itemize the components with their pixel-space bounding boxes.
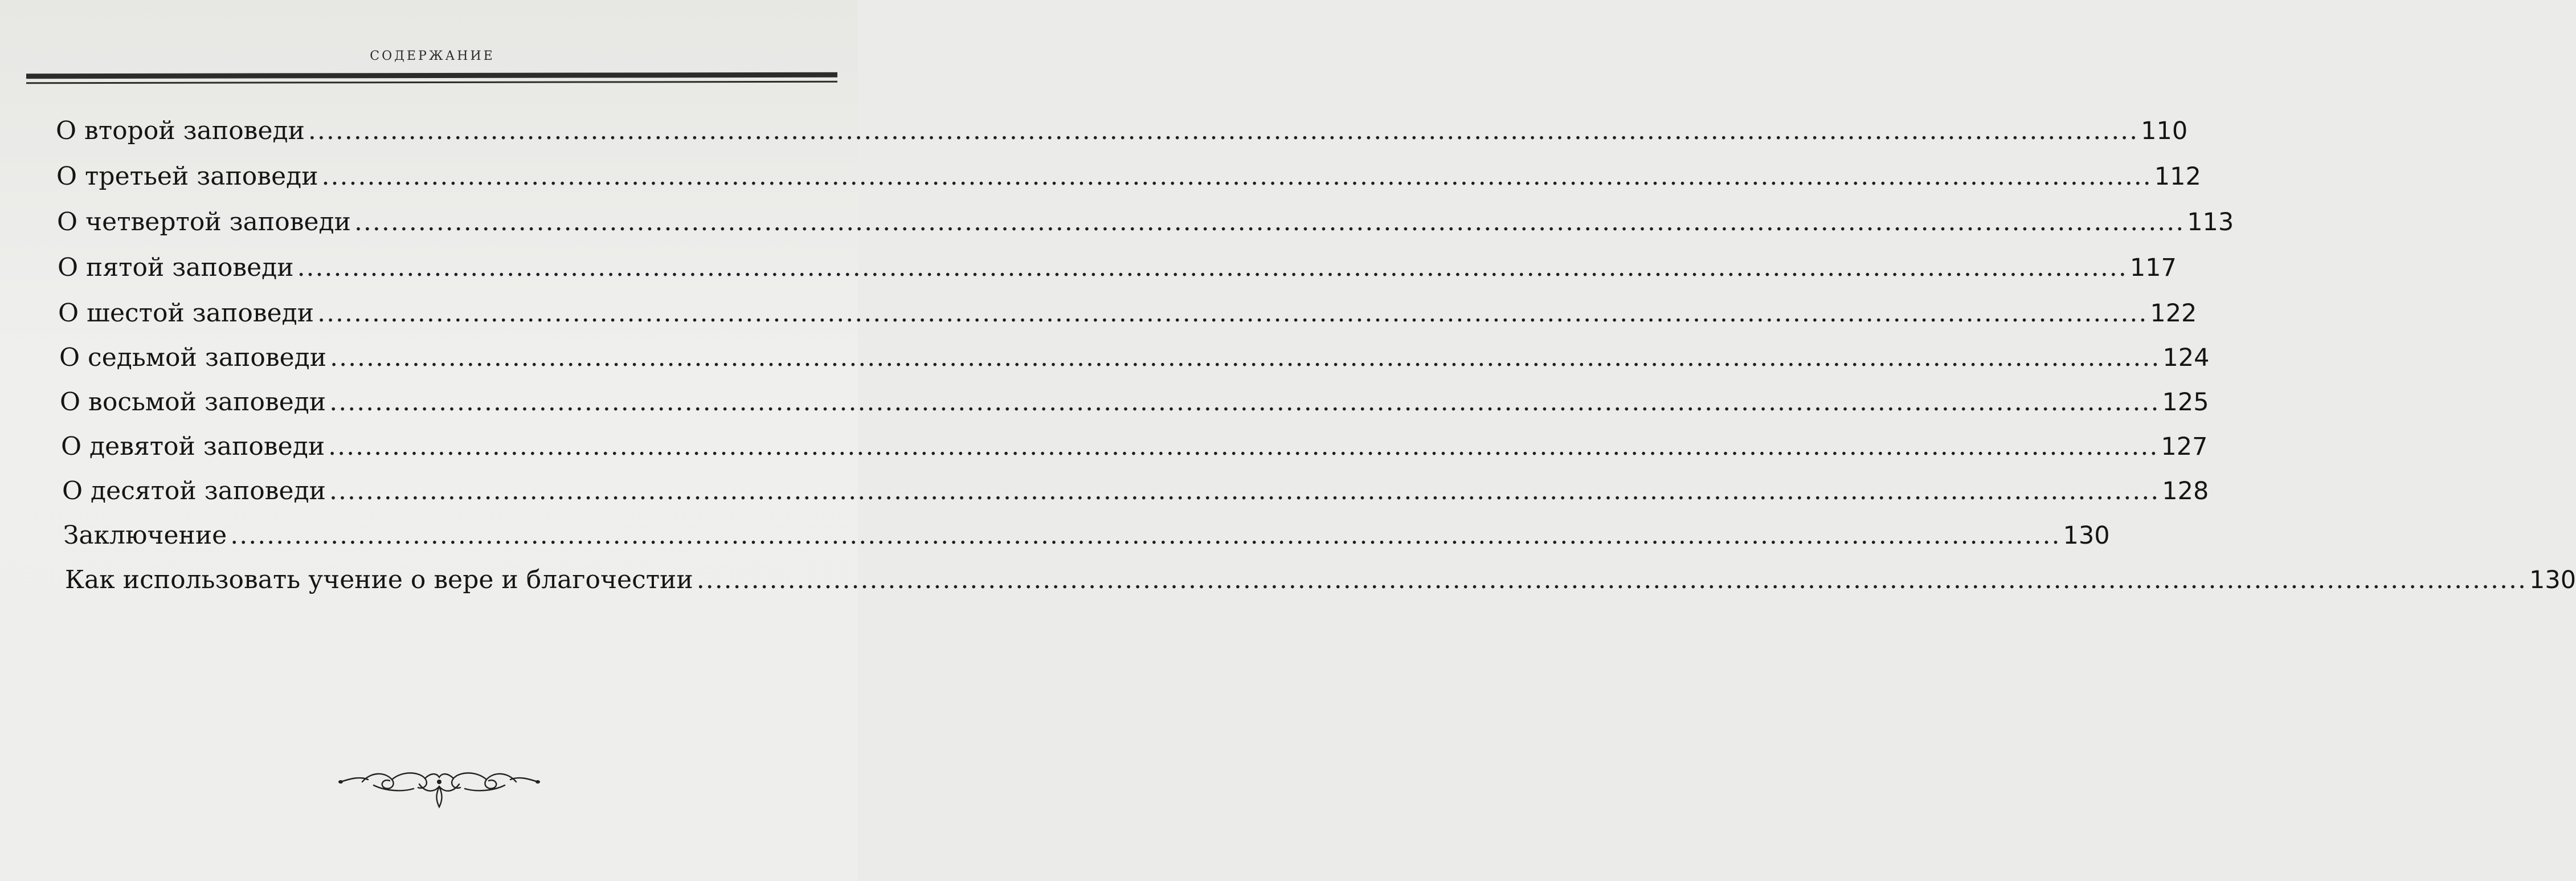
toc-entry-title: О восьмой заповеди <box>60 388 326 417</box>
toc-entry-title: О десятой заповеди <box>62 476 326 505</box>
toc-dot-leader: ......................................................................................................................................................................................................... <box>297 253 2128 282</box>
toc-entry <box>56 114 2188 148</box>
toc-dot-leader: ......................................................................................................................................................................................................... <box>328 432 2159 461</box>
running-head: СОДЕРЖАНИЕ <box>370 49 495 63</box>
toc-entry-title: О четвертой заповеди <box>57 207 351 236</box>
toc-entry <box>59 341 2210 375</box>
toc-entry-page: 130 <box>2529 566 2576 594</box>
toc-dot-leader: ......................................................................................................................................................................................................... <box>330 343 2161 372</box>
toc-dot-leader: ......................................................................................................................................................................................................... <box>321 162 2152 191</box>
toc-entry <box>61 430 2208 464</box>
toc-dot-leader: ......................................................................................................................................................................................................... <box>230 521 2061 550</box>
toc-dot-leader: ......................................................................................................................................................................................................... <box>308 116 2139 145</box>
toc-entry-title: О шестой заповеди <box>58 299 314 328</box>
toc-entry-title: О третьей заповеди <box>56 162 318 191</box>
toc-entry-title: Заключение <box>63 521 227 550</box>
toc-entry-page: 128 <box>2162 477 2209 505</box>
toc-entry <box>63 519 2110 553</box>
toc-entry-title: О пятой заповеди <box>58 253 294 282</box>
toc-entry <box>57 205 2234 239</box>
toc-entry-title: О седьмой заповеди <box>59 343 327 372</box>
toc-dot-leader: ......................................................................................................................................................................................................... <box>317 299 2148 328</box>
toc-entry-page: 122 <box>2150 299 2197 328</box>
toc-entry-title: О второй заповеди <box>56 116 305 145</box>
toc-entry <box>62 474 2209 508</box>
toc-dot-leader: ......................................................................................................................................................................................................... <box>329 388 2160 417</box>
toc-entry <box>60 385 2209 419</box>
toc-entry <box>58 296 2197 331</box>
toc-entry-page: 124 <box>2162 344 2210 372</box>
toc-entry-title: Как использовать учение о вере и благочестии <box>65 565 693 594</box>
toc-dot-leader: ......................................................................................................................................................................................................... <box>354 207 2185 236</box>
toc-entry-page: 117 <box>2129 254 2177 282</box>
toc-entry-page: 110 <box>2141 117 2188 145</box>
toc-entry-page: 127 <box>2161 433 2208 461</box>
toc-entry-page: 130 <box>2063 521 2110 550</box>
toc-entry <box>58 251 2177 285</box>
toc-entry-page: 113 <box>2187 208 2234 236</box>
toc-entry-title: О девятой заповеди <box>61 432 325 461</box>
toc-dot-leader: ......................................................................................................................................................................................................... <box>329 476 2160 505</box>
toc-entry-page: 112 <box>2154 162 2201 191</box>
toc-dot-leader: ......................................................................................................................................................................................................... <box>696 565 2527 594</box>
toc-entry <box>56 160 2201 194</box>
toc-entry <box>65 563 2576 597</box>
flourish-ornament <box>340 759 539 810</box>
toc-entry-page: 125 <box>2162 388 2209 417</box>
